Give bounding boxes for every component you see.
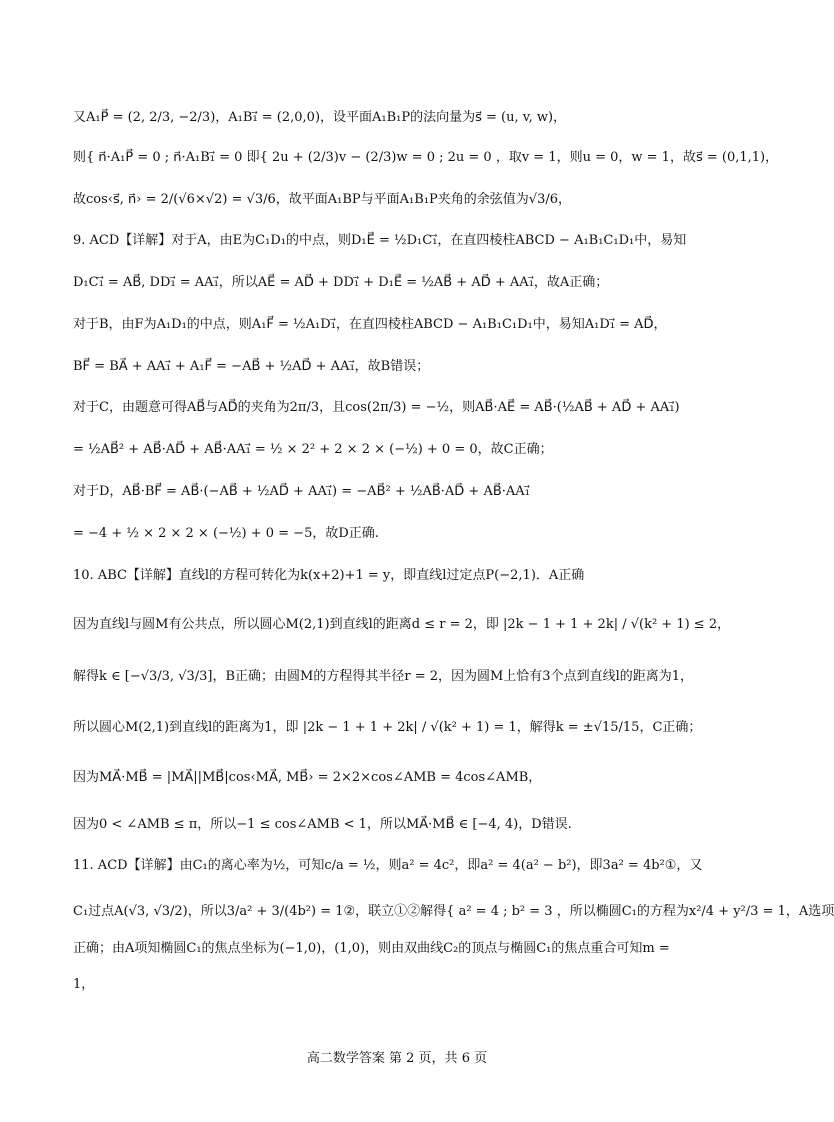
text-line-10: 对于D，AB⃗·BF⃗ = AB⃗·(−AB⃗ + ½AD⃗ + AA₁⃗) = −AB⃗² + ½AB⃗·AD⃗ + AB⃗·AA₁⃗ — [73, 484, 530, 499]
text-line-6: 对于B，由F为A₁D₁的中点，则A₁F⃗ = ½A₁D₁⃗，在直四棱柱ABCD − A₁B₁C₁D₁中，易知A₁D₁⃗ = AD⃗， — [73, 317, 667, 332]
text-line-11: = −4 + ½ × 2 × 2 × (−½) + 0 = −5，故D正确. — [73, 526, 379, 541]
text-line-5: D₁C₁⃗ = AB⃗, DD₁⃗ = AA₁⃗，所以AE⃗ = AD⃗ + DD₁⃗ + D₁E⃗ = ½AB⃗ + AD⃗ + AA₁⃗，故A正确； — [73, 275, 609, 290]
text-line-3: 故cos‹s⃗, n⃗› = 2/(√6×√2) = √3/6，故平面A₁BP与平面A₁B₁P夹角的余弦值为√3/6， — [73, 192, 571, 207]
text-line-8: 对于C，由题意可得AB⃗与AD⃗的夹角为2π/3，且cos(2π/3) = −½，则AB⃗·AE⃗ = AB⃗·(½AB⃗ + AD⃗ + AA₁⃗) — [73, 400, 680, 415]
text-line-2: 则{ n⃗·A₁P⃗ = 0 ; n⃗·A₁B₁⃗ = 0 即{ 2u + (2/3)v − (2/3)w = 0 ; 2u = 0 ，取v = 1，则u = 0，w = 1，故s⃗ = (0,1,1)， — [73, 150, 779, 165]
text-line-15: 所以圆心M(2,1)到直线l的距离为1，即 |2k − 1 + 1 + 2k| / √(k² + 1) = 1，解得k = ±√15/15，C正确； — [73, 720, 702, 735]
text-line-18: 11. ACD【详解】由C₁的离心率为½，可知c/a = ½，则a² = 4c²，即a² = 4(a² − b²)，即3a² = 4b²①，又 — [73, 858, 703, 873]
text-line-4: 9. ACD【详解】对于A，由E为C₁D₁的中点，则D₁E⃗ = ½D₁C₁⃗，在直四棱柱ABCD − A₁B₁C₁D₁中，易知 — [73, 233, 687, 248]
text-line-7: BF⃗ = BA⃗ + AA₁⃗ + A₁F⃗ = −AB⃗ + ½AD⃗ + AA₁⃗，故B错误； — [73, 359, 430, 374]
text-line-17: 因为0 < ∠AMB ≤ π，所以−1 ≤ cos∠AMB < 1，所以MA⃗·MB⃗ ∈ [−4, 4)，D错误. — [73, 817, 572, 832]
text-line-19: C₁过点A(√3, √3/2)，所以3/a² + 3/(4b²) = 1②，联立①②解得{ a² = 4 ; b² = 3 ，所以椭圆C₁的方程为x²/4 + y²/3 = 1，A选项 — [73, 904, 834, 919]
text-line-1: 又A₁P⃗ = (2, 2/3, −2/3)，A₁B₁⃗ = (2,0,0)，设平面A₁B₁P的法向量为s⃗ = (u, v, w)， — [73, 110, 567, 125]
page-footer: 高二数学答案 第 2 页，共 6 页 — [306, 1051, 488, 1066]
text-line-16: 因为MA⃗·MB⃗ = |MA⃗||MB⃗|cos‹MA⃗, MB⃗› = 2×2×cos∠AMB = 4cos∠AMB， — [73, 770, 542, 785]
text-line-14: 解得k ∈ [−√3/3, √3/3]，B正确；由圆M的方程得其半径r = 2，因为圆M上恰有3个点到直线l的距离为1， — [73, 669, 693, 684]
text-line-20: 正确；由A项知椭圆C₁的焦点坐标为(−1,0)，(1,0)，则由双曲线C₂的顶点与椭圆C₁的焦点重合可知m = — [73, 941, 670, 956]
text-line-13: 因为直线l与圆M有公共点，所以圆心M(2,1)到直线l的距离d ≤ r = 2，即 |2k − 1 + 1 + 2k| / √(k² + 1) ≤ 2， — [73, 617, 731, 632]
text-line-21: 1， — [73, 977, 95, 992]
text-line-9: = ½AB⃗² + AB⃗·AD⃗ + AB⃗·AA₁⃗ = ½ × 2² + 2 × 2 × (−½) + 0 = 0，故C正确； — [73, 442, 553, 457]
text-line-12: 10. ABC【详解】直线l的方程可转化为k(x+2)+1 = y，即直线l过定点P(−2,1)．A正确 — [73, 568, 585, 583]
